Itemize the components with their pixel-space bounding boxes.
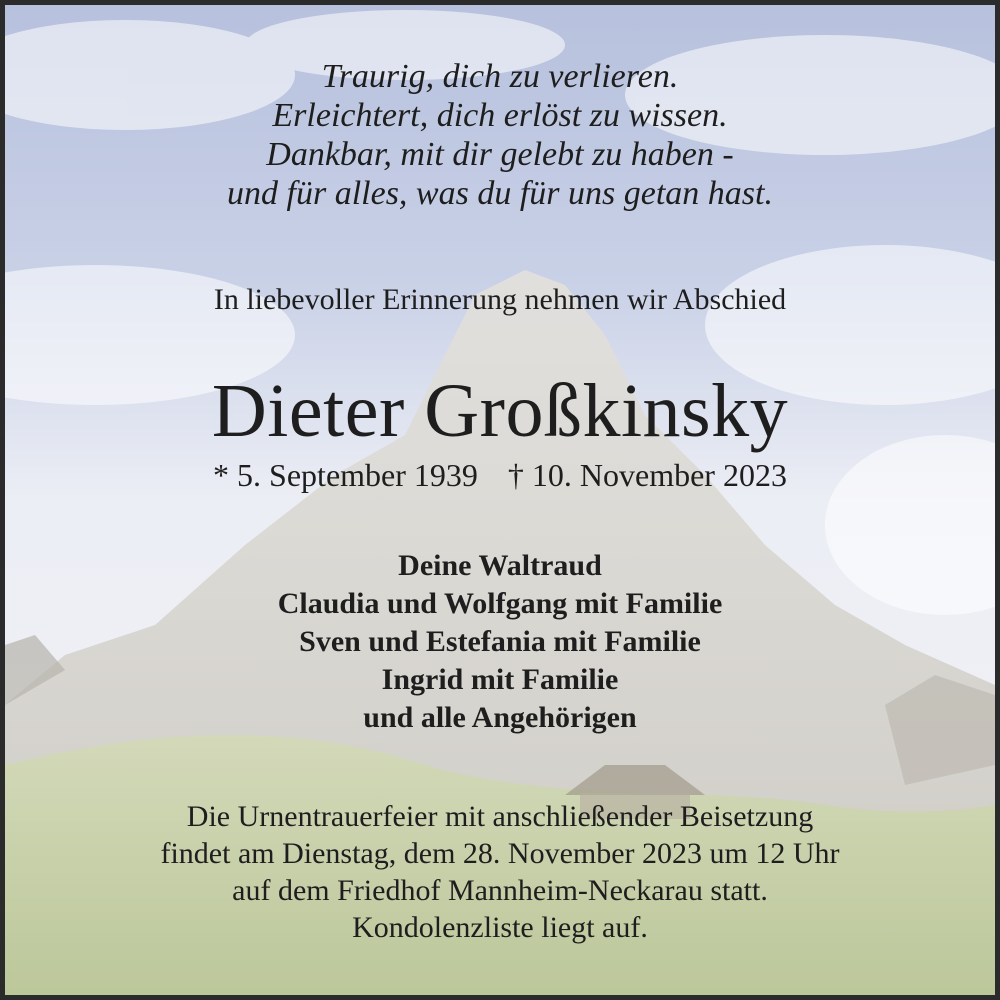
mourner-entry: Ingrid mit Familie [381, 663, 619, 696]
deceased-name: Dieter Großkinsky [211, 369, 789, 453]
mourner-entry: und alle Angehörigen [363, 701, 637, 734]
memorial-verse [5, 57, 995, 213]
life-dates [5, 457, 995, 494]
intro-line: In liebevoller Erinnerung nehmen wir Abschied [213, 283, 787, 316]
service-line: auf dem Friedhof Mannheim-Neckarau statt. [232, 874, 768, 907]
mourner-entry: Deine Waltraud [398, 549, 602, 582]
service-line: findet am Dienstag, dem 28. November 2023 um 12 Uhr [160, 837, 840, 870]
funeral-service-info [5, 798, 995, 946]
verse-line: Dankbar, mit dir gelebt zu haben - [266, 136, 734, 173]
mourner-entry: Claudia und Wolfgang mit Familie [277, 587, 723, 620]
obituary-text [5, 5, 995, 995]
verse-line: und für alles, was du für uns getan hast. [227, 175, 773, 212]
verse-line: Traurig, dich zu verlieren. [321, 58, 679, 95]
service-line: Kondolenzliste liegt auf. [352, 911, 648, 944]
service-line: Die Urnentrauerfeier mit anschließender Beisetzung [186, 800, 814, 833]
death-date: † 10. November 2023 [507, 457, 787, 493]
birth-date: * 5. September 1939 [213, 457, 478, 493]
mourner-entry: Sven und Estefania mit Familie [299, 625, 701, 658]
mourners-list [5, 547, 995, 737]
verse-line: Erleichtert, dich erlöst zu wissen. [272, 97, 728, 134]
